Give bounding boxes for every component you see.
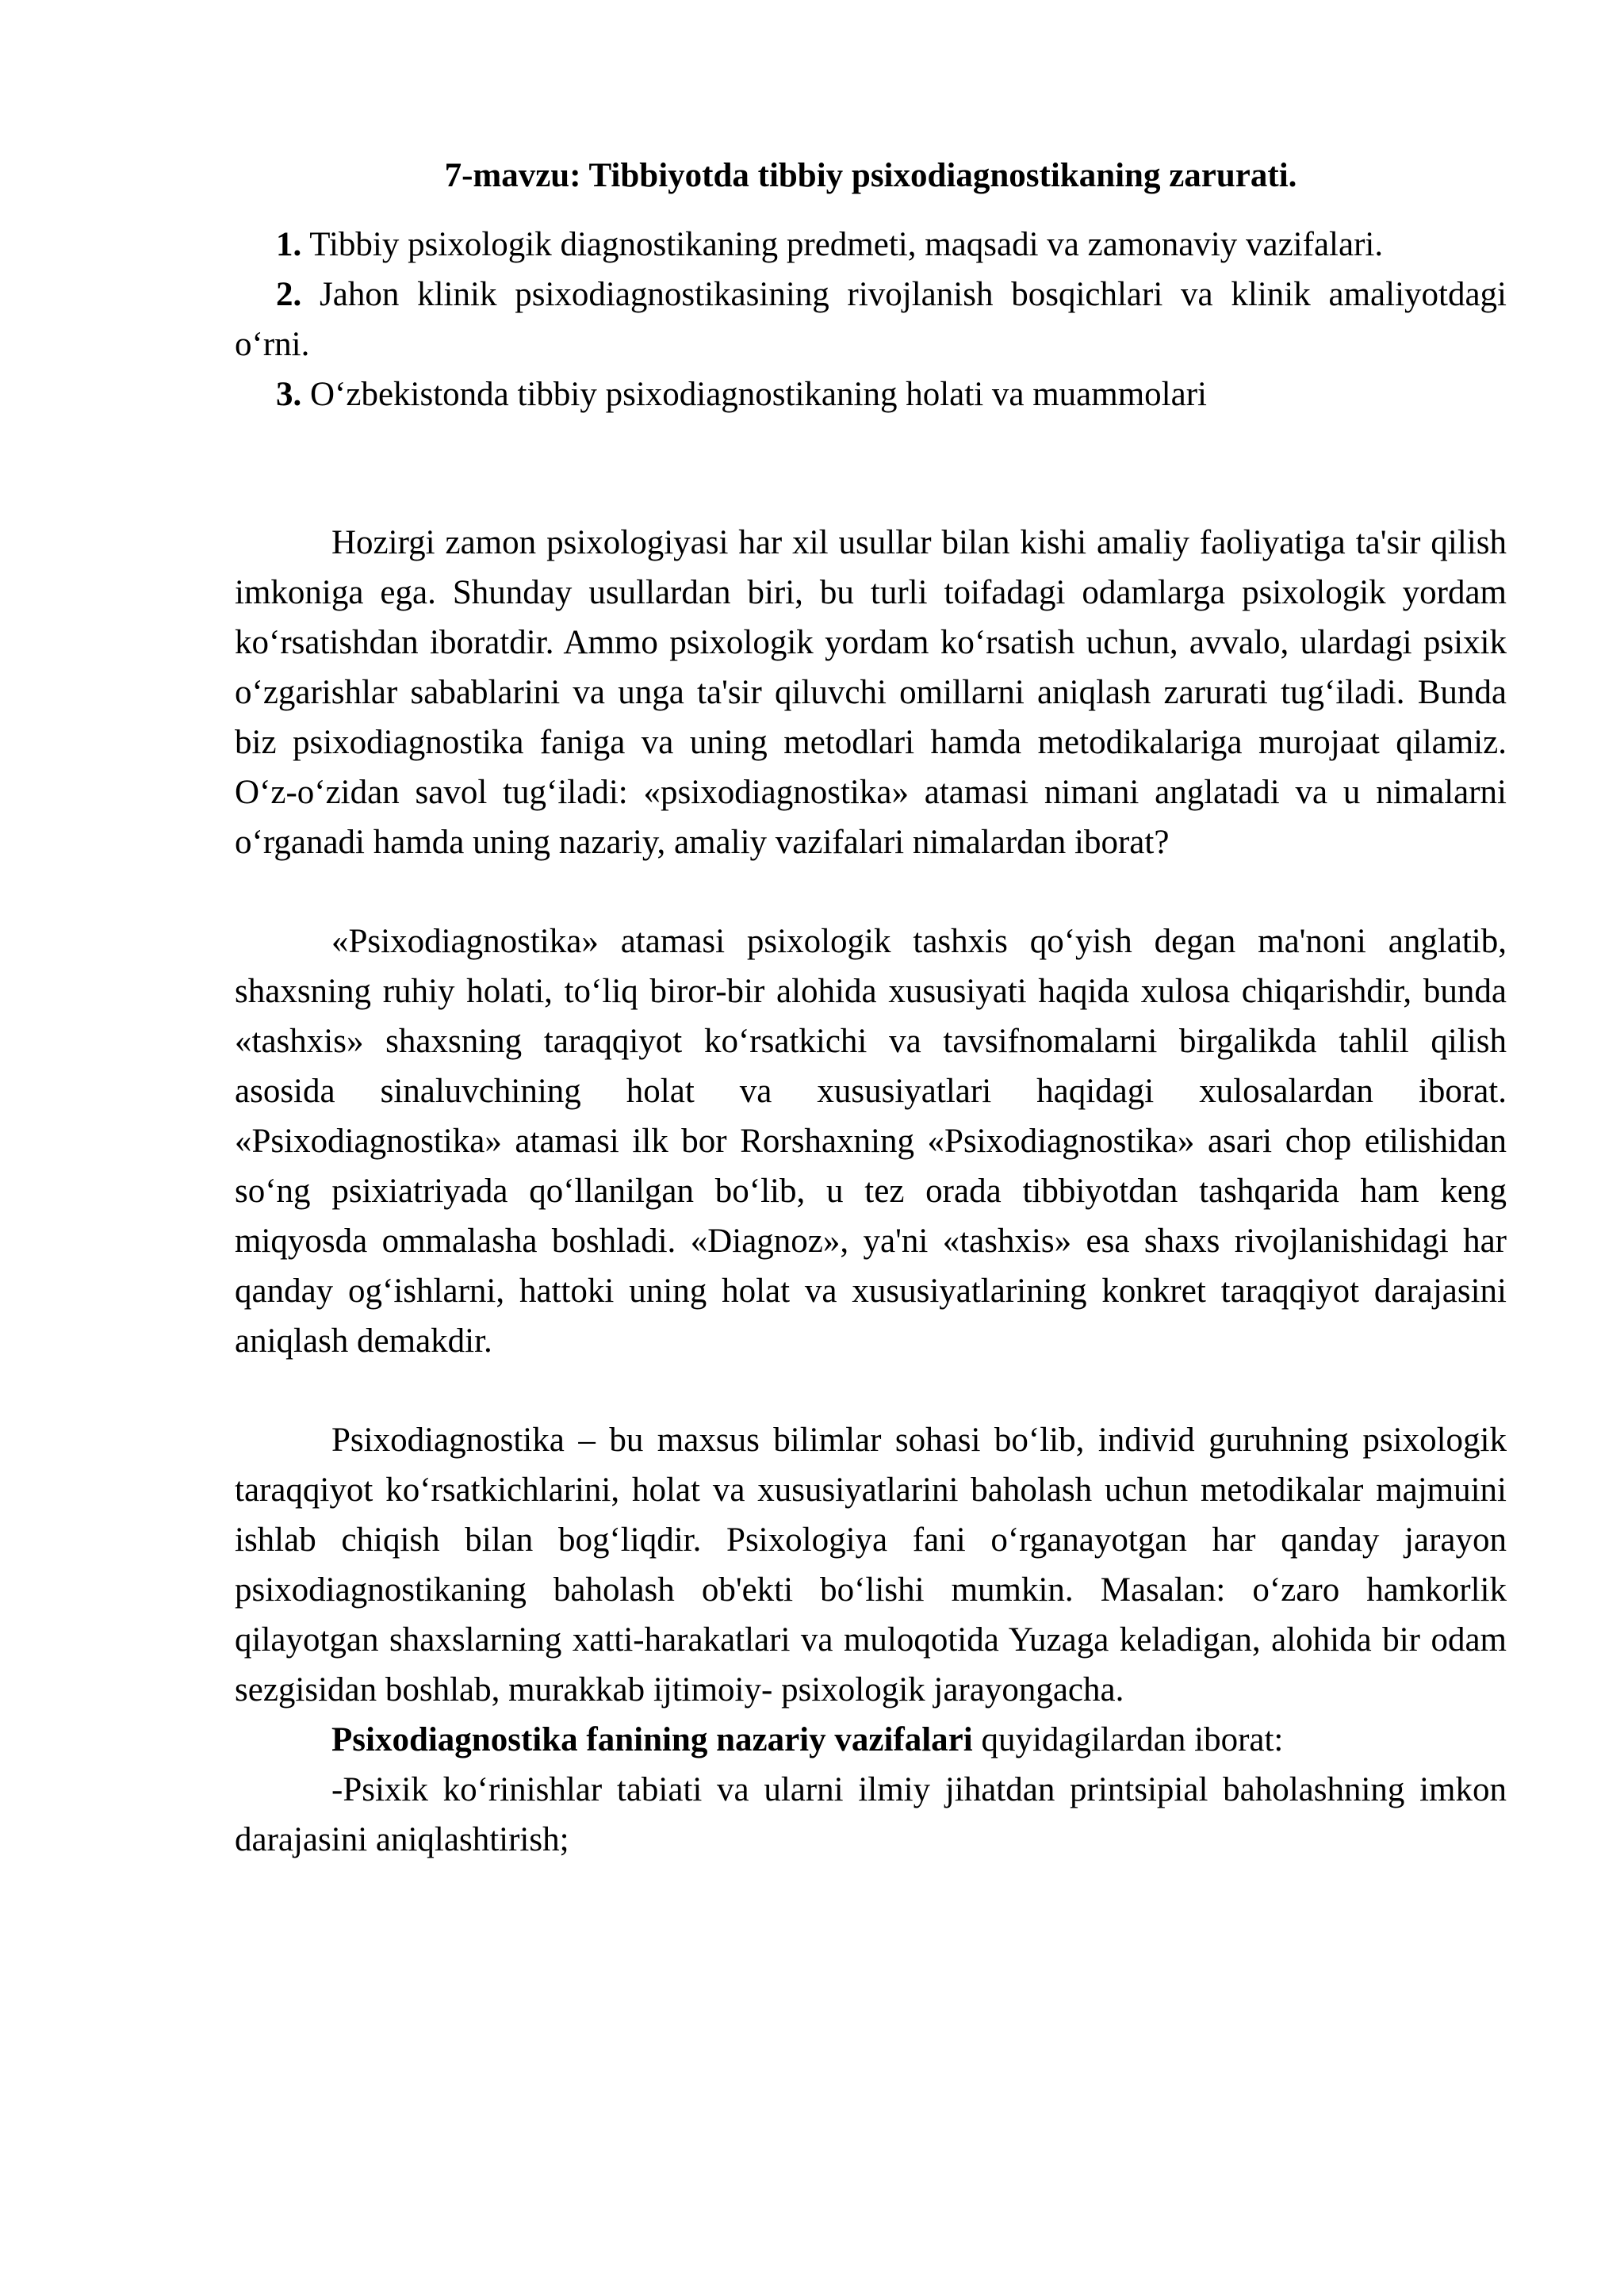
page-title: 7-mavzu: Tibbiyotda tibbiy psixodiagnostikaning zarurati.: [444, 157, 1297, 194]
spacer: [235, 867, 1507, 916]
topic-outline: [235, 220, 1507, 419]
outline-item-3: [235, 369, 1507, 419]
outline-text: Jahon klinik psixodiagnostikasining rivojlanish bosqichlari va klinik amaliyotdagi o‘rni.: [235, 276, 1507, 363]
paragraph-intro: Hozirgi zamon psixologiyasi har xil usullar bilan kishi amaliy faoliyatiga ta'sir qilish imkoniga ega. Shunday usullardan biri, bu turli toifadagi odamlarga psixologik yordam ko‘rsatishdan iboratdir. Ammo psixologik yordam ko‘rsatish uchun, avvalo, ulardagi psixik o‘zgarishlar sabablarini va unga ta'sir qiluvchi omillarni aniqlash zarurati tug‘iladi. Bunda biz psixodiagnostika faniga va uning metodlari hamda metodikalariga murojaat qilamiz. O‘z-o‘zidan savol tug‘iladi: «psixodiagnostika» atamasi nimani anglatadi va u nimalarni o‘rganadi hamda uning nazariy, amaliy vazifalari nimalardan iborat?: [235, 524, 1507, 861]
outline-text: Tibbiy psixologik diagnostikaning predmeti, maqsadi va zamonaviy vazifalari.: [309, 226, 1384, 263]
document-body: [235, 151, 1507, 1865]
outline-text: O‘zbekistonda tibbiy psixodiagnostikaning holati va muammolari: [310, 376, 1207, 413]
outline-number: 1.: [276, 226, 302, 263]
theoretical-tasks-lead: quyidagilardan iborat:: [972, 1721, 1284, 1758]
outline-number: 3.: [276, 376, 302, 413]
outline-item-2: [235, 270, 1507, 369]
paragraph-task-item: -Psixik ko‘rinishlar tabiati va ularni ilmiy jihatdan printsipial baholashning imkon darajasini aniqlashtirish;: [235, 1771, 1507, 1858]
outline-item-1: [235, 220, 1507, 270]
spacer: [235, 419, 1507, 518]
paragraph-term-definition: «Psixodiagnostika» atamasi psixologik tashxis qo‘yish degan ma'noni anglatib, shaxsning ruhiy holati, to‘liq biror-bir alohida xususiyati haqida xulosa chiqarishdir, bunda «tashxis» shaxsning taraqqiyot ko‘rsatkichi va tavsifnomalarni birgalikda tahlil qilish asosida sinaluvchining holat va xususiyatlari haqidagi xulosalardan iborat. «Psixodiagnostika» atamasi ilk bor Rorshaxning «Psixodiagnostika» asari chop etilishidan so‘ng psixiatriyada qo‘llanilgan bo‘lib, u tez orada tibbiyotdan tashqarida ham keng miqyosda ommalasha boshladi. «Diagnoz», ya'ni «tashxis» esa shaxs rivojlanishidagi har qanday og‘ishlarni, hattoki uning holat va xususiyatlarining konkret taraqqiyot darajasini aniqlash demakdir.: [235, 923, 1507, 1360]
paragraph-field-definition: Psixodiagnostika – bu maxsus bilimlar sohasi bo‘lib, individ guruhning psixologik taraqqiyot ko‘rsatkichlarini, holat va xususiyatlarini baholash uchun metodikalar majmuini ishlab chiqish bilan bog‘liqdir. Psixologiya fani o‘rganayotgan har qanday jarayon psixodiagnostikaning baholash ob'ekti bo‘lishi mumkin. Masalan: o‘zaro hamkorlik qilayotgan shaxslarning xatti-harakatlari va muloqotida Yuzaga keladigan, alohida bir odam sezgisidan boshlab, murakkab ijtimoiy- psixologik jarayongacha.: [235, 1422, 1507, 1709]
paragraph-theoretical-tasks: [235, 1715, 1507, 1765]
spacer: [235, 1366, 1507, 1415]
theoretical-tasks-heading: Psixodiagnostika fanining nazariy vazifalari: [331, 1721, 973, 1758]
outline-number: 2.: [276, 276, 302, 313]
